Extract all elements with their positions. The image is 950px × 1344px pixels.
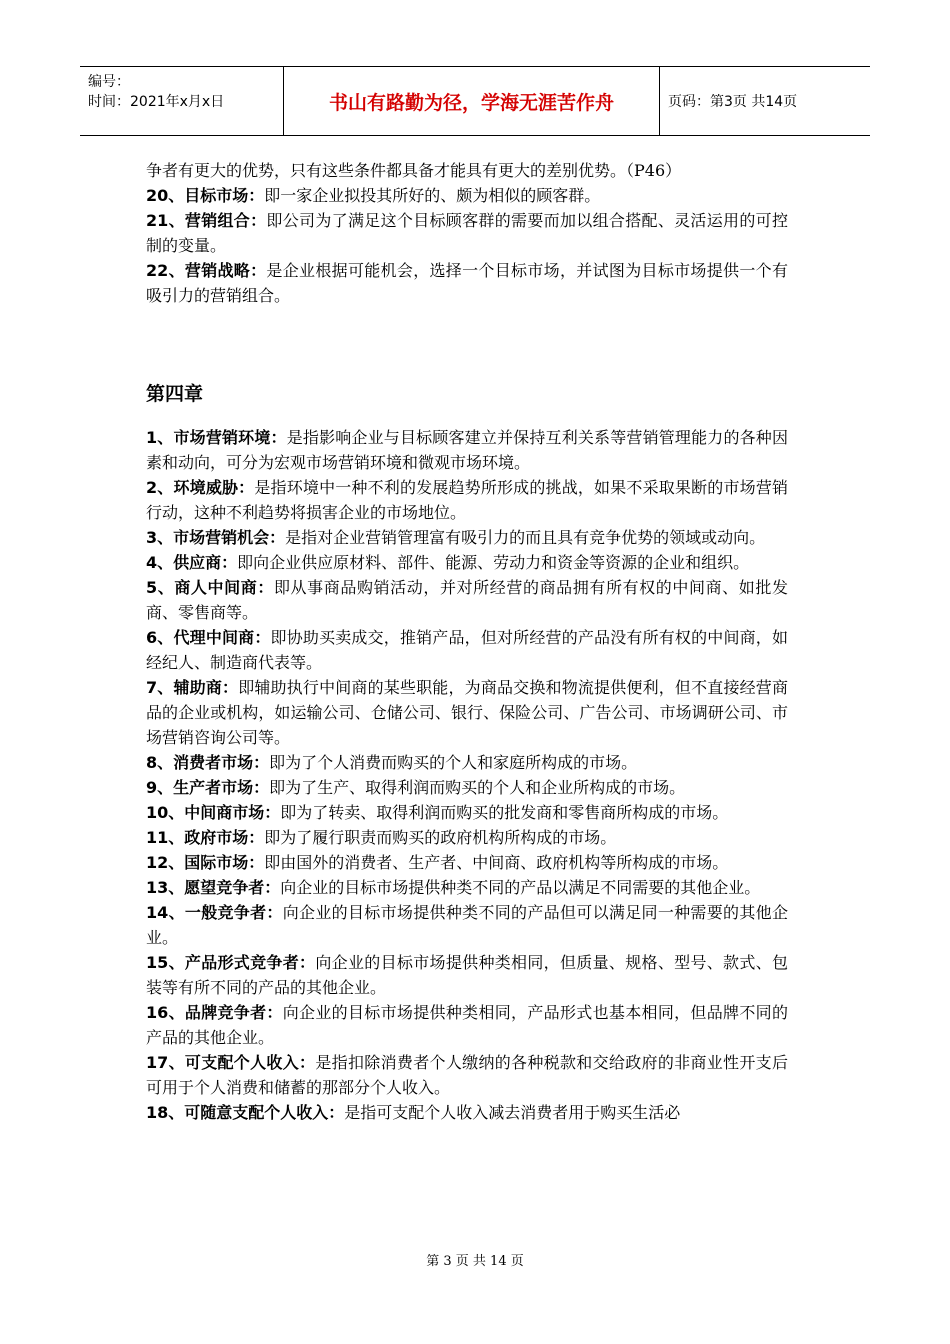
definition-item bbox=[146, 675, 788, 750]
definition-text: 即一家企业拟投其所好的、颇为相似的顾客群。 bbox=[264, 186, 601, 205]
definition-item bbox=[146, 750, 788, 775]
definition-item bbox=[146, 875, 788, 900]
definition-term: 10、中间商市场： bbox=[146, 803, 281, 822]
definition-item bbox=[146, 183, 788, 208]
definition-item bbox=[146, 258, 788, 308]
definition-term: 2、环境威胁： bbox=[146, 478, 255, 497]
definition-item bbox=[146, 475, 788, 525]
motto: 书山有路勤为径，学海无涯苦作舟 bbox=[328, 91, 614, 114]
definition-list-before bbox=[146, 183, 788, 308]
definition-text: 向企业的目标市场提供种类不同的产品以满足不同需要的其他企业。 bbox=[280, 878, 761, 897]
definition-item bbox=[146, 1050, 788, 1100]
definition-text: 向企业的目标市场提供种类相同，但质量、规格、型号、款式、包装等有所不同的产品的其他企业。 bbox=[146, 953, 788, 997]
definition-term: 17、可支配个人收入： bbox=[146, 1053, 316, 1072]
code-label: 编号： bbox=[88, 74, 130, 90]
definition-item bbox=[146, 950, 788, 1000]
header-page-info: 页码：第3页 共14页 bbox=[668, 94, 798, 110]
definition-term: 7、辅助商： bbox=[146, 678, 239, 697]
definition-term: 12、国际市场： bbox=[146, 853, 265, 872]
definition-text: 即为了履行职责而购买的政府机构所构成的市场。 bbox=[264, 828, 617, 847]
definition-list bbox=[146, 425, 788, 1125]
definition-term: 13、愿望竞争者： bbox=[146, 878, 281, 897]
definition-term: 20、目标市场： bbox=[146, 186, 265, 205]
definition-text: 即从事商品购销活动，并对所经营的商品拥有所有权的中间商、如批发商、零售商等。 bbox=[146, 578, 788, 622]
intro-paragraph: 争者有更大的优势，只有这些条件都具备才能具有更大的差别优势。（P46） bbox=[146, 161, 682, 180]
definition-term: 4、供应商： bbox=[146, 553, 238, 572]
definition-item bbox=[146, 800, 788, 825]
definition-text: 即为了生产、取得利润而购买的个人和企业所构成的市场。 bbox=[269, 778, 686, 797]
definition-text: 向企业的目标市场提供种类不同的产品但可以满足同一种需要的其他企业。 bbox=[146, 903, 788, 947]
definition-text: 是指环境中一种不利的发展趋势所形成的挑战，如果不采取果断的市场营销行动，这种不利趋势将损害企业的市场地位。 bbox=[146, 478, 788, 522]
definition-text: 即由国外的消费者、生产者、中间商、政府机构等所构成的市场。 bbox=[264, 853, 729, 872]
definition-text: 是指可支配个人收入减去消费者用于购买生活必 bbox=[344, 1103, 681, 1122]
definition-item bbox=[146, 575, 788, 625]
definition-text: 向企业的目标市场提供种类相同，产品形式也基本相同，但品牌不同的产品的其他企业。 bbox=[146, 1003, 788, 1047]
definition-text: 是指影响企业与目标顾客建立并保持互利关系等营销管理能力的各种因素和动向，可分为宏观市场营销环境和微观市场环境。 bbox=[146, 428, 788, 472]
definition-text: 即为了个人消费而购买的个人和家庭所构成的市场。 bbox=[269, 753, 638, 772]
definition-text: 是指扣除消费者个人缴纳的各种税款和交给政府的非商业性开支后可用于个人消费和储蓄的那部分个人收入。 bbox=[146, 1053, 788, 1097]
definition-text: 即辅助执行中间商的某些职能，为商品交换和物流提供便利，但不直接经营商品的企业或机构，如运输公司、仓储公司、银行、保险公司、广告公司、市场调研公司、市场营销咨询公司等。 bbox=[146, 678, 788, 747]
document-body bbox=[146, 158, 788, 1125]
definition-term: 15、产品形式竞争者： bbox=[146, 953, 316, 972]
page-header bbox=[80, 66, 870, 136]
definition-term: 8、消费者市场： bbox=[146, 753, 270, 772]
definition-item bbox=[146, 900, 788, 950]
definition-item bbox=[146, 208, 788, 258]
definition-item bbox=[146, 1000, 788, 1050]
page-footer: 第 3 页 共 14 页 bbox=[426, 1254, 524, 1269]
definition-item bbox=[146, 775, 788, 800]
definition-text: 是指对企业营销管理富有吸引力的而且具有竞争优势的领域或动向。 bbox=[285, 528, 766, 547]
definition-text: 即公司为了满足这个目标顾客群的需要而加以组合搭配、灵活运用的可控制的变量。 bbox=[146, 211, 788, 255]
definition-term: 5、商人中间商： bbox=[146, 578, 274, 597]
definition-term: 22、营销战略： bbox=[146, 261, 267, 280]
header-motto-cell bbox=[283, 67, 660, 135]
definition-item bbox=[146, 525, 788, 550]
chapter-title: 第四章 bbox=[146, 383, 204, 405]
definition-item bbox=[146, 1100, 788, 1125]
definition-term: 14、一般竞争者： bbox=[146, 903, 283, 922]
definition-item bbox=[146, 625, 788, 675]
definition-item bbox=[146, 850, 788, 875]
definition-text: 即协助买卖成交，推销产品，但对所经营的产品没有所有权的中间商，如经纪人、制造商代表等。 bbox=[146, 628, 788, 672]
definition-term: 3、市场营销机会： bbox=[146, 528, 286, 547]
definition-item bbox=[146, 550, 788, 575]
definition-item bbox=[146, 825, 788, 850]
definition-term: 9、生产者市场： bbox=[146, 778, 270, 797]
definition-term: 11、政府市场： bbox=[146, 828, 265, 847]
definition-term: 16、品牌竞争者： bbox=[146, 1003, 283, 1022]
definition-term: 18、可随意支配个人收入： bbox=[146, 1103, 345, 1122]
definition-term: 1、市场营销环境： bbox=[146, 428, 287, 447]
definition-term: 6、代理中间商： bbox=[146, 628, 271, 647]
definition-term: 21、营销组合： bbox=[146, 211, 267, 230]
definition-text: 即为了转卖、取得利润而购买的批发商和零售商所构成的市场。 bbox=[280, 803, 729, 822]
header-meta bbox=[80, 67, 283, 135]
definition-item bbox=[146, 425, 788, 475]
definition-text: 是企业根据可能机会，选择一个目标市场，并试图为目标市场提供一个有吸引力的营销组合。 bbox=[146, 261, 788, 305]
date-label: 时间：2021年x月x日 bbox=[88, 94, 225, 110]
definition-text: 即向企业供应原材料、部件、能源、劳动力和资金等资源的企业和组织。 bbox=[237, 553, 750, 572]
